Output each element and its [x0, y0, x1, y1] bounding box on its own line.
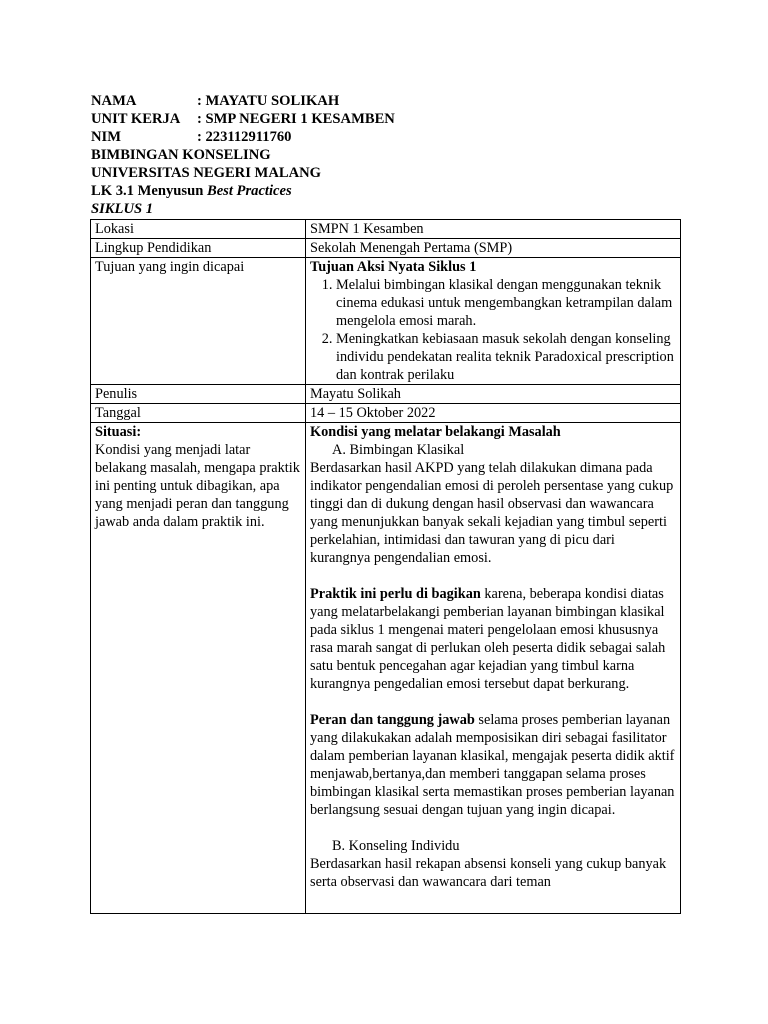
- nama-value: : MAYATU SOLIKAH: [197, 93, 340, 109]
- tujuan-item: 2. Meningkatkan kebiasaan masuk sekolah dengan konseling individu pendekatan realita teknik Paradoxical prescription dan kontrak perilaku: [336, 330, 676, 384]
- peran-bold: Peran dan tanggung jawab: [310, 712, 475, 728]
- lingkup-label: Lingkup Pendidikan: [91, 239, 306, 258]
- praktik-text: karena, beberapa kondisi diatas yang melatarbelakangi pemberian layanan bimbingan klasikal pada siklus 1 mengenai materi pengelolaan emosi khususnya rasa marah sangat di perlukan oleh peserta didik sebagai salah satu bentuk pencegahan agar kejadian yang timbul karna kurangnya pengedalian emosi tersebut dapat berkurang.: [310, 586, 666, 692]
- peran-text: selama proses pemberian layanan yang dilakukakan adalah memposisikan diri sebagai fasilitator dalam pemberian layanan klasikal, mengajak peserta didik aktif menjawab,bertanya,dan memberi tanggapan selama proses bimbingan klasikal serta memastikan proses pemberian layanan berlangsung sesuai dengan tujuan yang ingin dicapai.: [310, 712, 675, 818]
- paragraph-gap: [310, 567, 676, 585]
- situasi-description: Kondisi yang menjadi latar belakang masalah, mengapa praktik ini penting untuk dibagikan, apa yang menjadi peran dan tanggung jawab anda dalam praktik ini.: [95, 442, 300, 530]
- section-b-heading: B. Konseling Individu: [332, 838, 460, 854]
- nim-line: [91, 128, 395, 146]
- university-line: UNIVERSITAS NEGERI MALANG: [91, 165, 322, 181]
- section-a-paragraph: Berdasarkan hasil AKPD yang telah dilakukan dimana pada indikator pengendalian emosi di peroleh persentase yang cukup tinggi dan di dukung dengan hasil observasi dan wawancara yang menunjukkan banyak sekali kejadian yang timbul seperti perkelahian, intimidasi dan tawuran yang di picu dari kurangnya pengendalian emosi.: [310, 460, 674, 566]
- unit-kerja-label: UNIT KERJA: [91, 111, 181, 127]
- tanggal-value: 14 – 15 Oktober 2022: [306, 404, 681, 423]
- table-row-penulis: [91, 385, 681, 404]
- unit-kerja-line: [91, 110, 395, 128]
- nim-label: NIM: [91, 129, 121, 145]
- lokasi-label: Lokasi: [91, 220, 306, 239]
- lk-italic: Best Practices: [206, 183, 292, 199]
- section-a-heading: A. Bimbingan Klasikal: [332, 442, 465, 458]
- lk-title: [91, 182, 395, 200]
- tujuan-list: [310, 276, 676, 384]
- table-row-situasi: [91, 423, 681, 914]
- lingkup-value: Sekolah Menengah Pertama (SMP): [306, 239, 681, 258]
- lk-prefix: LK 3.1 Menyusun: [91, 183, 207, 199]
- tujuan-item: 1. Melalui bimbingan klasikal dengan menggunakan teknik cinema edukasi untuk mengembangkan ketrampilan dalam mengelola emosi marah.: [336, 276, 676, 330]
- tanggal-label: Tanggal: [91, 404, 306, 423]
- tujuan-title: Tujuan Aksi Nyata Siklus 1: [310, 259, 477, 275]
- best-practice-table: [90, 219, 681, 914]
- unit-kerja-value: : SMP NEGERI 1 KESAMBEN: [197, 111, 395, 127]
- tujuan-cell: [306, 258, 681, 385]
- situasi-cell: [91, 423, 306, 914]
- paragraph-gap: [310, 693, 676, 711]
- kondisi-title: Kondisi yang melatar belakangi Masalah: [310, 424, 561, 440]
- program-line: BIMBINGAN KONSELING: [91, 147, 271, 163]
- praktik-bold: Praktik ini perlu di bagikan: [310, 586, 481, 602]
- lokasi-value: SMPN 1 Kesamben: [306, 220, 681, 239]
- table-row-tujuan: [91, 258, 681, 385]
- situasi-label: Situasi:: [95, 424, 142, 440]
- penulis-label: Penulis: [91, 385, 306, 404]
- nama-label: NAMA: [91, 93, 137, 109]
- paragraph-gap: [310, 819, 676, 837]
- kondisi-cell: [306, 423, 681, 914]
- tujuan-label: Tujuan yang ingin dicapai: [91, 258, 306, 385]
- section-b-paragraph: Berdasarkan hasil rekapan absensi konseli yang cukup banyak serta observasi dan wawancara dari teman: [310, 856, 667, 890]
- table-row-lokasi: [91, 220, 681, 239]
- document-header: [91, 92, 395, 218]
- peran-paragraph: [310, 711, 676, 819]
- nama-line: [91, 92, 395, 110]
- kondisi-content: [310, 423, 676, 913]
- table-row-tanggal: [91, 404, 681, 423]
- siklus-title: SIKLUS 1: [91, 201, 154, 217]
- nim-value: : 223112911760: [197, 129, 292, 145]
- table-row-lingkup: [91, 239, 681, 258]
- praktik-paragraph: [310, 585, 676, 693]
- penulis-value: Mayatu Solikah: [306, 385, 681, 404]
